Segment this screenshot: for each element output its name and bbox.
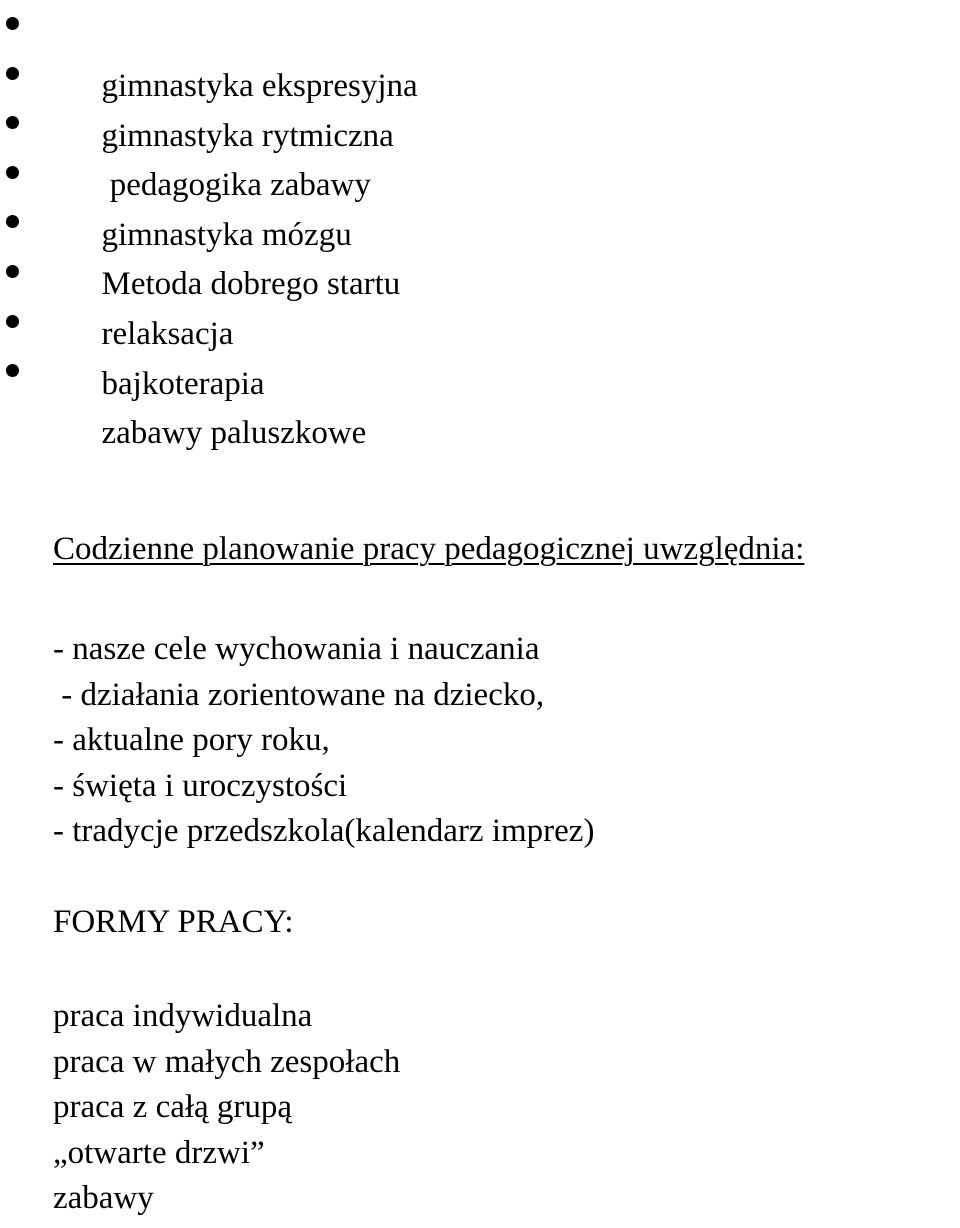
forms-item: praca z całą grupą — [53, 1089, 293, 1125]
forms-item: praca w małych zespołach — [53, 1043, 401, 1080]
bullet-icon — [6, 67, 19, 80]
list-item — [0, 4, 418, 104]
list-item-text: zabawy paluszkowe — [101, 415, 367, 452]
planning-item: - aktualne pory roku, — [53, 722, 330, 758]
bullet-icon — [6, 315, 19, 328]
bullet-icon — [6, 215, 19, 228]
list-item — [0, 54, 418, 154]
planning-list — [53, 633, 594, 861]
bullet-icon — [6, 166, 19, 179]
list-item — [0, 103, 418, 204]
planning-item: - działania zorientowane na dziecko, — [53, 676, 545, 713]
planning-item: - święta i uroczystości — [53, 767, 348, 804]
planning-item: - tradycje przedszkola(kalendarz imprez) — [53, 813, 595, 849]
methods-bullet-list — [0, 4, 418, 452]
list-item — [0, 202, 418, 303]
list-item — [0, 302, 418, 402]
list-item-text: relaksacja — [101, 315, 234, 352]
bullet-icon — [6, 265, 19, 278]
bullet-icon — [6, 17, 19, 30]
forms-item: zabawy — [53, 1180, 154, 1216]
forms-title: FORMY PRACY: — [53, 904, 294, 940]
forms-list — [53, 1000, 400, 1228]
list-item-text: Metoda dobrego startu — [101, 266, 401, 303]
list-item — [0, 252, 418, 352]
list-item-text: gimnastyka ekspresyjna — [101, 68, 418, 104]
list-item-text: gimnastyka rytmiczna — [101, 117, 394, 154]
forms-item: „otwarte drzwi” — [53, 1134, 265, 1171]
planning-heading: Codzienne planowanie pracy pedagogicznej uwzględnia: — [53, 531, 805, 567]
bullet-icon — [6, 116, 19, 129]
list-item — [0, 351, 418, 452]
forms-item: praca indywidualna — [53, 998, 313, 1034]
list-item-text: gimnastyka mózgu — [101, 216, 352, 253]
planning-item: - nasze cele wychowania i nauczania — [53, 631, 540, 667]
bullet-icon — [6, 364, 19, 377]
list-item-text: bajkoterapia — [101, 365, 265, 402]
list-item-text: pedagogika zabawy — [101, 167, 371, 204]
list-item — [0, 153, 418, 253]
